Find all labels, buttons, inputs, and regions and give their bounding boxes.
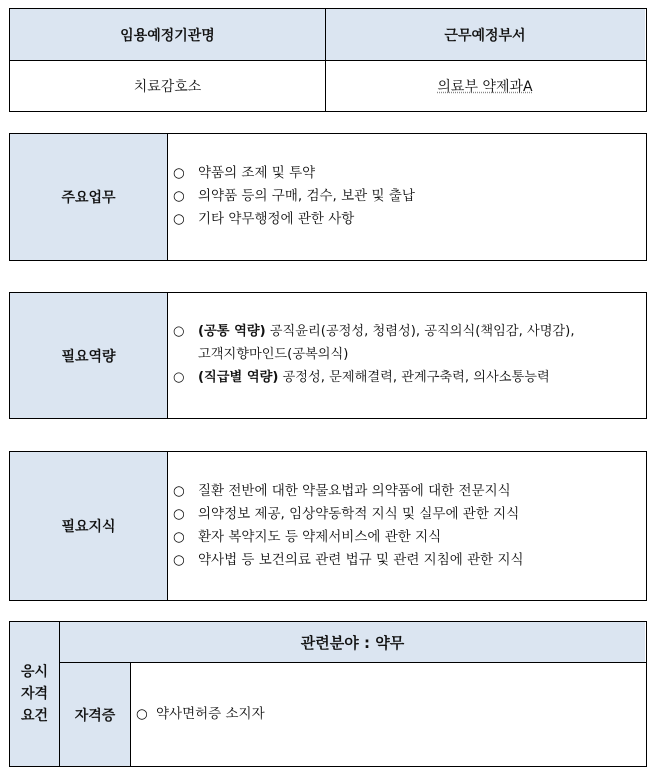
- knowledge-list: [173, 480, 524, 572]
- list-item: ○ 약사면허증 소지자: [136, 706, 265, 722]
- institution-value: 치료감호소: [133, 79, 202, 95]
- list-item: ○ 약사법 등 보건의료 관련 법규 및 관련 지침에 관한 지식: [173, 552, 524, 568]
- list-item: ○ (직급별 역량) 공정성, 문제해결력, 관계구축력, 의사소통능력: [173, 370, 550, 385]
- list-item: ○ 의약정보 제공, 임상약동학적 지식 및 실무에 관한 지식: [173, 506, 520, 522]
- qualification-side-label: 응시 자격 요건: [10, 622, 59, 766]
- field-title: 관련분야 : 약무: [60, 622, 645, 662]
- list-item: ○ 기타 약무행정에 관한 사항: [173, 211, 355, 227]
- list-item: ○ 약품의 조제 및 투약: [173, 165, 316, 181]
- list-item: ○ (공통 역량) 공직윤리(공정성, 청렴성), 공직의식(책임감, 사명감),: [173, 324, 575, 339]
- competency-list: [173, 320, 575, 389]
- department-header: 근무예정부서: [325, 9, 645, 61]
- duties-section: [9, 133, 647, 261]
- duties-label: 주요업무: [10, 134, 167, 260]
- certificate-value: [136, 703, 265, 726]
- department-value: 의료부 약제과A: [437, 79, 533, 95]
- certificate-label: 자격증: [60, 663, 130, 766]
- institution-header: 임용예정기관명: [10, 9, 325, 61]
- knowledge-label: 필요지식: [10, 452, 167, 600]
- list-item-continuation: 고객지향마인드(공복의식): [198, 347, 349, 362]
- list-item: ○ 의약품 등의 구매, 검수, 보관 및 출납: [173, 188, 415, 204]
- competency-label: 필요역량: [10, 293, 167, 418]
- list-item: ○ 환자 복약지도 등 약제서비스에 관한 지식: [173, 529, 442, 545]
- list-item: ○ 질환 전반에 대한 약물요법과 의약품에 대한 전문지식: [173, 483, 511, 499]
- competency-section: [9, 292, 647, 419]
- duties-list: [173, 162, 415, 231]
- assignment-table: [9, 8, 647, 112]
- qualification-section: [9, 621, 647, 767]
- knowledge-section: [9, 451, 647, 601]
